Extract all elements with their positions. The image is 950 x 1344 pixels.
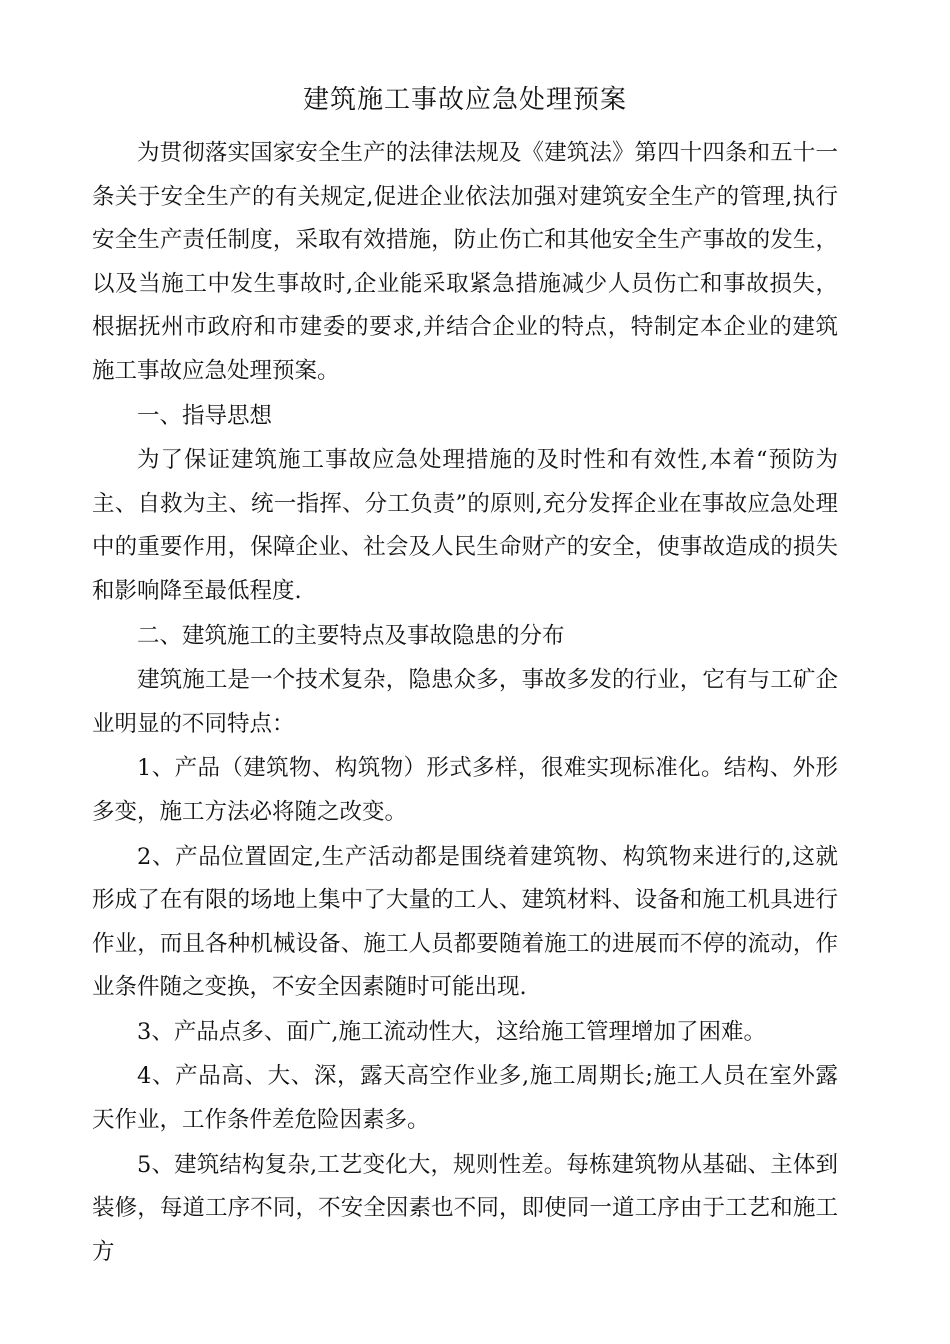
list-item-3: 3、产品点多、面广,施工流动性大，这给施工管理增加了困难。 xyxy=(137,1018,766,1045)
section-heading-guiding-ideology: 一、指导思想 xyxy=(137,402,273,429)
document-title: 建筑施工事故应急处理预案 xyxy=(302,85,627,115)
list-item-1: 1、产品（建筑物、构筑物）形式多样，很难实现标准化。结构、外形多变，施工方法必将随之改变。 xyxy=(92,755,838,825)
paragraph-preamble: 为贯彻落实国家安全生产的法律法规及《建筑法》第四十四条和五十一条关于安全生产的有关规定,促进企业依法加强对建筑安全生产的管理,执行安全生产责任制度，采取有效措施，防止伤亡和其他安全生产事故的发生，以及当施工中发生事故时,企业能采取紧急措施减少人员伤亡和事故损失，根据抚州市政府和市建委的要求,并结合企业的特点，特制定本企业的建筑施工事故应急处理预案。 xyxy=(92,140,838,384)
list-item-5: 5、建筑结构复杂,工艺变化大，规则性差。每栋建筑物从基础、主体到装修，每道工序不同，不安全因素也不同，即使同一道工序由于工艺和施工方 xyxy=(92,1151,838,1265)
list-item-4: 4、产品高、大、深，露天高空作业多,施工周期长;施工人员在室外露天作业，工作条件差危险因素多。 xyxy=(92,1063,838,1134)
section-heading-construction-characteristics: 二、建筑施工的主要特点及事故隐患的分布 xyxy=(137,622,565,649)
paragraph-industry-overview: 建筑施工是一个技术复杂，隐患众多，事故多发的行业，它有与工矿企业明显的不同特点： xyxy=(92,667,838,737)
list-item-2: 2、产品位置固定,生产活动都是围绕着建筑物、构筑物来进行的,这就形成了在有限的场地上集中了大量的工人、建筑材料、设备和施工机具进行作业，而且各种机械设备、施工人员都要随着施工的进展而不停的流动，作业条件随之变换，不安全因素随时可能出现. xyxy=(92,843,838,1001)
paragraph-guiding-ideology: 为了保证建筑施工事故应急处理措施的及时性和有效性,本着“预防为主、自救为主、统一指挥、分工负责”的原则,充分发挥企业在事故应急处理中的重要作用，保障企业、社会及人民生命财产的安全，使事故造成的损失和影响降至最低程度. xyxy=(92,447,838,604)
document-page xyxy=(92,72,838,1274)
